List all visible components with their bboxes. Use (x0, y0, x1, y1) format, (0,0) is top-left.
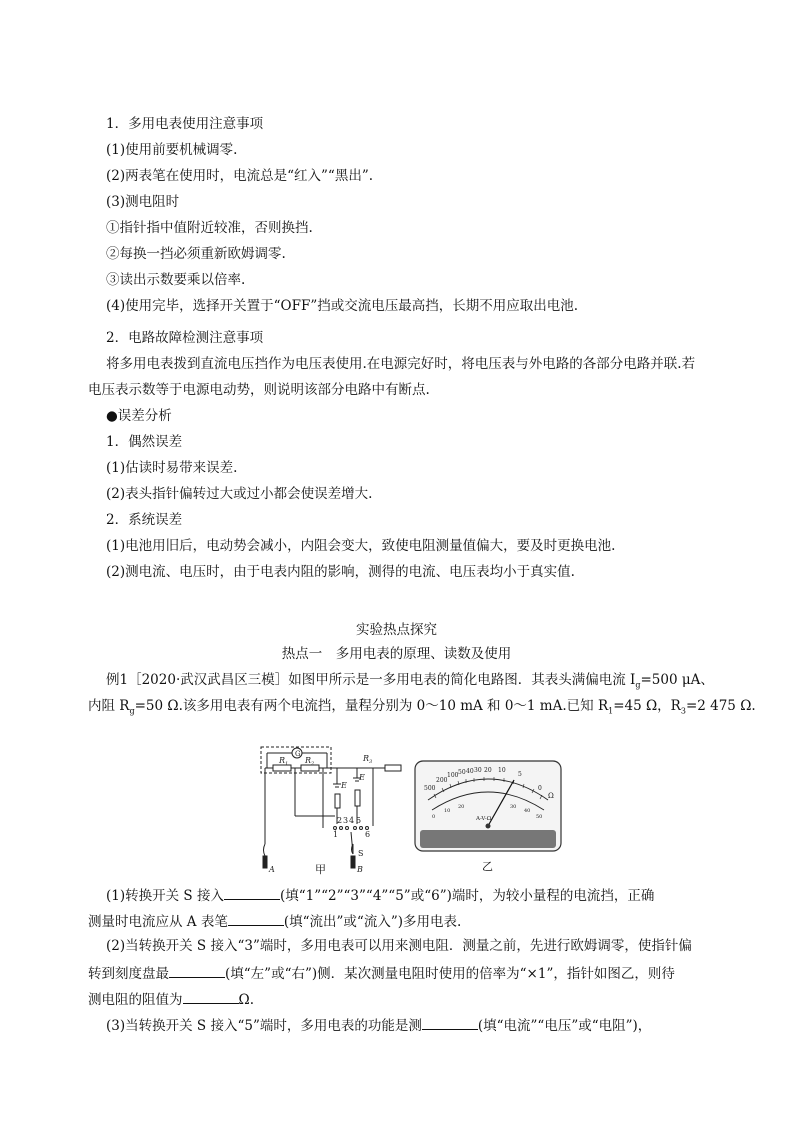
answer-blank[interactable] (224, 885, 280, 900)
battery-e2-label: E (359, 773, 365, 782)
terminal-6-label: 6 (365, 830, 371, 839)
notes-heading-1: 1．多用电表使用注意事项 (106, 116, 264, 132)
svg-text:50: 50 (458, 769, 466, 776)
switch-s-label: S (358, 849, 364, 858)
svg-text:500: 500 (424, 785, 436, 792)
notes-line: (2)两表笔在使用时，电流总是“红入”“黑出”. (106, 168, 374, 184)
answer-blank[interactable] (228, 911, 284, 926)
figure-label-yi: 乙 (482, 860, 493, 873)
error-heading: 1．偶然误差 (106, 434, 183, 450)
notes-line: (4)使用完毕，选择开关置于“OFF”挡或交流电压最高挡，长期不用应取出电池. (106, 298, 579, 314)
probe-a-label: A (269, 865, 275, 874)
svg-text:10: 10 (498, 767, 506, 774)
answer-blank[interactable] (183, 989, 239, 1004)
meter-dial-figure (414, 760, 562, 852)
notes-line: (3)测电阻时 (106, 194, 180, 210)
svg-text:100: 100 (447, 772, 459, 779)
terminal-5-label: 5 (356, 816, 362, 825)
error-line: (1)电池用旧后，电动势会减小，内阻会变大，致使电阻测量值偏大，要及时更换电池. (106, 538, 616, 554)
notes-line: ②每换一挡必须重新欧姆调零. (106, 246, 286, 262)
ohm-symbol: Ω (548, 792, 554, 800)
question-3-line-1: (3)当转换开关 S 接入“5”端时，多用电表的功能是测 (填“电流”“电压”或“电阻”)， (106, 1015, 651, 1035)
svg-text:30: 30 (510, 804, 517, 810)
r2-label: $R_2$ (305, 756, 315, 767)
svg-text:30: 30 (474, 767, 482, 774)
circuit-diagram (255, 744, 405, 874)
example-line-1: 例1［2020·武汉武昌区三模］如图甲所示是一多用电表的简化电路图．其表头满偏电流 $I_g=500$ μA、 (106, 672, 714, 690)
r3-label: $R_3$ (363, 754, 373, 765)
svg-text:5: 5 (518, 771, 522, 778)
probe-b-label: B (357, 865, 363, 874)
answer-blank[interactable] (422, 1015, 478, 1030)
svg-text:20: 20 (458, 804, 465, 810)
probe-a (263, 856, 267, 868)
notes-line: ①指针指中值附近较准，否则换挡. (106, 220, 313, 236)
galvanometer-label: G (295, 750, 301, 758)
question-2-line-3: 测电阻的阻值为 Ω. (88, 989, 254, 1009)
svg-text:50: 50 (536, 814, 543, 820)
terminal-4-label: 4 (349, 816, 355, 825)
error-heading: 2．系统误差 (106, 512, 183, 528)
notes-paragraph: 电压表示数等于电源电动势，则说明该部分电路中有断点. (88, 382, 430, 398)
section-subtitle: 热点一 多用电表的原理、读数及使用 (281, 646, 512, 662)
needle-pivot (486, 824, 491, 829)
question-1-line-1: (1)转换开关 S 接入 (填“1”“2”“3”“4”“5”或“6”)端时，为较小量程的电流挡，正确 (106, 885, 654, 905)
svg-text:0: 0 (432, 814, 436, 820)
error-analysis-title: ●误差分析 (106, 408, 172, 424)
svg-text:0: 0 (538, 785, 542, 792)
resistor-r3 (385, 765, 401, 771)
meter-center-label: A-V-Ω (476, 816, 492, 822)
notes-heading-2: 2．电路故障检测注意事项 (106, 330, 264, 346)
example-line-2: 内阻 $R_g=50$ Ω.该多用电表有两个电流挡，量程分别为 0～10 mA 和 0～1 mA.已知 $R_1=45$ Ω，$R_3=2$ 475 Ω. (88, 698, 756, 716)
r1-label: $R_1$ (279, 756, 289, 767)
section-title: 实验热点探究 (356, 622, 437, 638)
resistor-r1 (273, 765, 291, 771)
notes-paragraph: 将多用电表拨到直流电压挡作为电压表使用.在电源完好时，将电压表与外电路的各部分电路并联.若 (106, 356, 696, 372)
question-1-line-2: 测量时电流应从 A 表笔 (填“流出”或“流入”)多用电表. (88, 911, 461, 931)
question-2-line-2: 转到刻度盘最 (填“左”或“右”)侧．某次测量电阻时使用的倍率为“×1”，指针如图乙，则待 (88, 963, 675, 983)
battery-e1-label: E (341, 781, 347, 790)
svg-text:40: 40 (466, 768, 474, 775)
resistor-r2 (301, 765, 319, 771)
svg-text:40: 40 (524, 808, 531, 814)
error-line: (2)表头指针偏转过大或过小都会使误差增大. (106, 486, 373, 502)
svg-text:20: 20 (484, 767, 492, 774)
probe-b (351, 856, 355, 868)
svg-text:200: 200 (436, 777, 448, 784)
terminal-1-label: 1 (333, 830, 339, 839)
answer-blank[interactable] (169, 963, 225, 978)
terminal-3-label: 3 (343, 816, 349, 825)
error-line: (2)测电流、电压时，由于电表内阻的影响，测得的电流、电压表均小于真实值. (106, 564, 575, 580)
meter-base-panel (420, 830, 556, 848)
svg-text:10: 10 (444, 808, 451, 814)
figure-label-jia: 甲 (315, 863, 326, 876)
question-2-line-1: (2)当转换开关 S 接入“3”端时，多用电表可以用来测电阻．测量之前，先进行欧姆调零，使指针偏 (106, 938, 692, 954)
terminal-2-label: 2 (337, 816, 343, 825)
notes-line: ③读出示数要乘以倍率. (106, 272, 246, 288)
notes-line: (1)使用前要机械调零. (106, 142, 238, 158)
error-line: (1)估读时易带来误差. (106, 460, 238, 476)
